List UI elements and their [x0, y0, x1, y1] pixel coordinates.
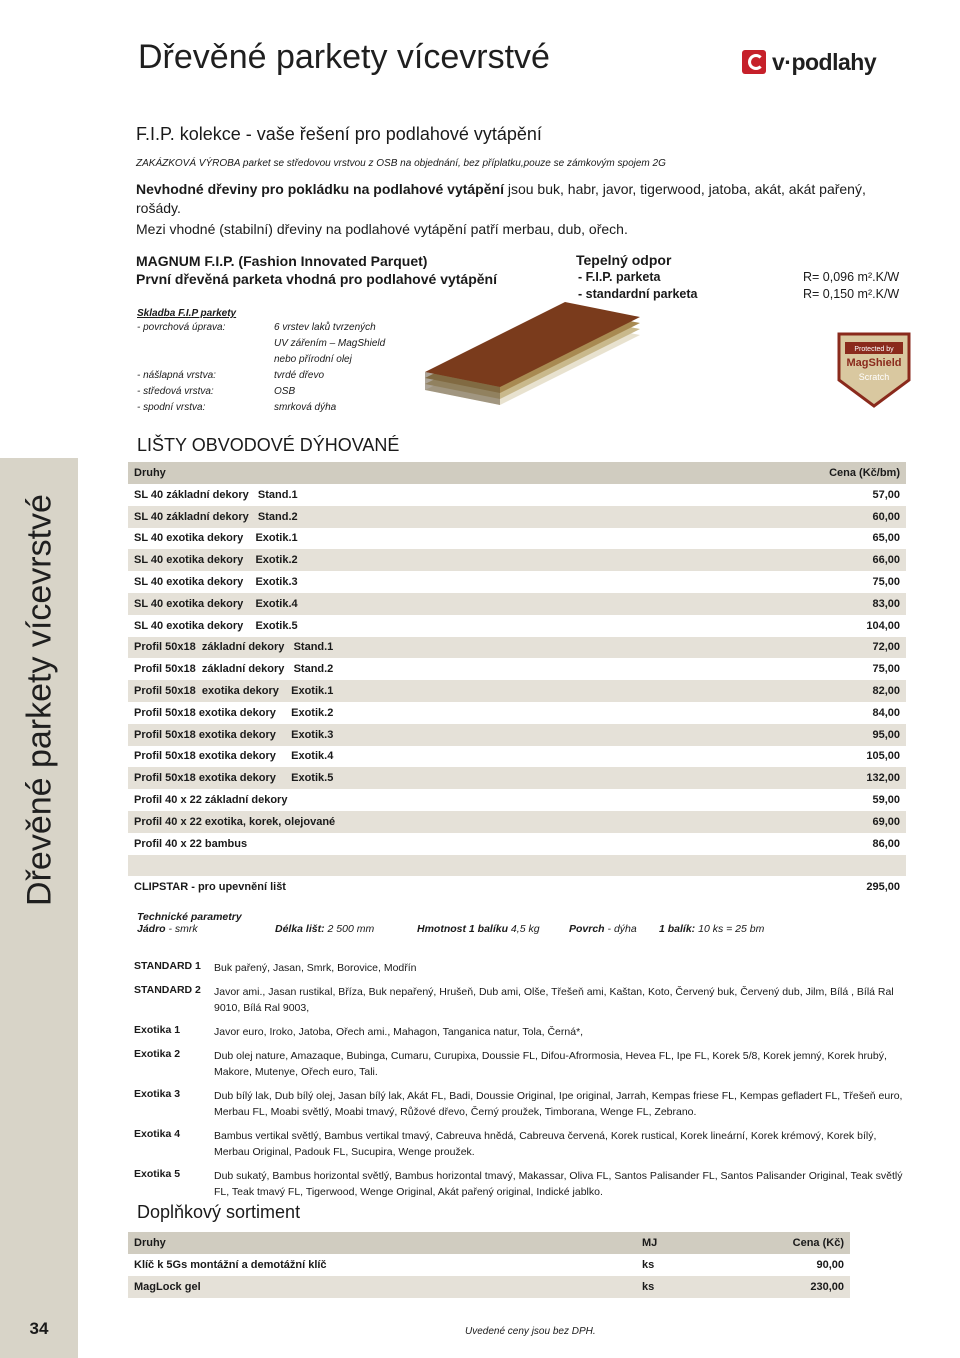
- surface-label: Povrch: [569, 923, 605, 935]
- table-row: [128, 593, 906, 615]
- grade-name: Exotika 1: [134, 1024, 181, 1036]
- grade-row: [134, 1088, 904, 1120]
- grade-woods: Javor ami., Jasan rustikal, Bříza, Buk nepařený, Hrušeň, Dub ami, Olše, Třešeň ami, Kaštan, Koto, Červený buk, Červený dub, Jilm, Bílá , Bílá Ral 9010, Bílá Ral 9003,: [214, 986, 894, 1014]
- tech-title: Technické parametry: [137, 911, 242, 923]
- length-value: 2 500 mm: [324, 923, 375, 935]
- trim-price: 82,00: [688, 680, 906, 702]
- item-name: MagLock gel: [128, 1276, 636, 1298]
- trim-price: 60,00: [688, 506, 906, 528]
- grade-woods: Buk pařený, Jasan, Smrk, Borovice, Modřín: [214, 962, 417, 974]
- magshield-badge: [835, 330, 913, 408]
- grades-list: [134, 960, 904, 1208]
- grade-woods: Dub olej nature, Amazaque, Bubinga, Cumaru, Curupixa, Doussie FL, Difou-Afrormosia, Hevea FL, Ipe FL, Korek 5/8, Korek jemný, Korek hrubý, Makore, Mutenye, Ořech euro, Tali.: [214, 1050, 887, 1078]
- composition-row: [137, 370, 385, 386]
- composition-value: OSB: [274, 386, 296, 397]
- composition-row: [137, 354, 385, 370]
- unsuitable-list: jsou buk, habr, javor, tigerwood, jatoba, akát, akát pařený, rošády.: [136, 181, 866, 216]
- thermal-title: Tepelný odpor: [576, 252, 672, 268]
- trim-name: SL 40 základní dekory Stand.1: [134, 488, 298, 501]
- pack-value: 10 ks = 25 bm: [695, 923, 765, 935]
- table-row: [128, 1276, 850, 1298]
- grade-woods: Dub sukatý, Bambus horizontal světlý, Bambus horizontal tmavý, Makassar, Oliva FL, Santos Palisander FL, Santos Palisander Original, Teak světlý FL, Teak tmavý FL, Tigerwood, Wenge Original, Akát pařený original, Indické jablko.: [214, 1170, 903, 1198]
- composition-label: - spodní vrstva:: [137, 402, 206, 413]
- badge-line2: MagShield: [846, 357, 902, 369]
- trim-price: 72,00: [688, 637, 906, 659]
- logo-mark-icon: [742, 50, 766, 74]
- grade-name: Exotika 4: [134, 1128, 181, 1140]
- composition-value: tvrdé dřevo: [274, 370, 325, 381]
- table-row: [128, 811, 906, 833]
- composition-label: [137, 338, 274, 354]
- trim-name: Profil 50x18 základní dekory Stand.2: [134, 663, 334, 676]
- col-type-header: Druhy: [128, 462, 688, 484]
- thermal-value: R= 0,150 m².K/W: [803, 287, 900, 301]
- trim-name: Profil 50x18 exotika dekory Exotik.5: [128, 767, 688, 789]
- item-price: 90,00: [816, 1258, 844, 1271]
- parquet-layers-image: [415, 300, 645, 420]
- unsuitable-label: Nevhodné dřeviny pro pokládku na podlahové vytápění: [136, 181, 504, 197]
- composition-row: [137, 338, 385, 354]
- badge-line1: Protected by: [854, 346, 894, 353]
- trim-name: SL 40 základní dekory Stand.2: [128, 506, 688, 528]
- logo-text: v·podlahy: [772, 48, 877, 75]
- brand-logo: [742, 47, 876, 77]
- trim-name: [128, 855, 688, 877]
- grade-name: STANDARD 1: [134, 960, 201, 972]
- table-row: [128, 571, 906, 593]
- trims-table: [128, 462, 906, 898]
- page-title: Dřevěné parkety vícevrstvé: [138, 38, 550, 76]
- surface-value: - dýha: [604, 923, 637, 935]
- composition-value: nebo přírodní olej: [274, 354, 352, 365]
- grade-woods: Bambus vertikal světlý, Bambus vertikal tmavý, Cabreuva hnědá, Cabreuva červená, Korek rustical, Korek lineární, Korek krémový, Korek bílý, Merbau Original, Padouk FL, Sucupira, Wenge proužek.: [214, 1130, 877, 1158]
- table-header: [128, 462, 906, 484]
- col-price-header: Cena (Kč): [718, 1232, 850, 1254]
- weight-label: Hmotnost 1 balíku: [417, 923, 509, 935]
- grade-row: [134, 1024, 904, 1040]
- composition-label: - nášlapná vrstva:: [137, 370, 216, 381]
- composition-value: 6 vrstev laků tvrzených: [274, 322, 376, 333]
- trim-price: 59,00: [872, 794, 900, 807]
- trim-name: Profil 50x18 základní dekory Stand.1: [128, 637, 688, 659]
- table-row: [128, 549, 906, 571]
- trim-price: 104,00: [866, 619, 900, 632]
- grade-row: [134, 1128, 904, 1160]
- trim-price: 95,00: [688, 724, 906, 746]
- sidebar-title: Dřevěné parkety vícevrstvé: [20, 494, 59, 906]
- trim-name: SL 40 exotika dekory Exotik.1: [134, 532, 298, 545]
- page-number: 34: [0, 1300, 78, 1358]
- composition-label: - povrchová úprava:: [137, 322, 226, 333]
- grade-row: [134, 984, 904, 1016]
- table-row: [128, 506, 906, 528]
- pack-label: 1 balík:: [659, 923, 696, 935]
- item-name: Klíč k 5Gs montážní a demotážní klíč: [134, 1258, 327, 1271]
- trim-name: Profil 50x18 exotika dekory Exotik.4: [134, 750, 334, 763]
- table-row: [128, 680, 906, 702]
- table-row: [128, 746, 906, 768]
- trim-name: SL 40 exotika dekory Exotik.4: [128, 593, 688, 615]
- composition-row: [137, 322, 385, 338]
- trim-price: 105,00: [866, 750, 900, 763]
- item-price: 230,00: [718, 1276, 850, 1298]
- trim-price: 75,00: [872, 576, 900, 589]
- unsuitable-woods: [136, 180, 896, 218]
- composition-row: [137, 386, 385, 402]
- trim-price: 132,00: [688, 767, 906, 789]
- trim-price: 66,00: [688, 549, 906, 571]
- composition-row: [137, 402, 385, 418]
- trim-name: Profil 50x18 exotika dekory Exotik.3: [128, 724, 688, 746]
- trim-name: SL 40 exotika dekory Exotik.3: [134, 576, 298, 589]
- weight-value: 4,5 kg: [508, 923, 540, 935]
- table-row: [128, 789, 906, 811]
- footer-note: Uvedené ceny jsou bez DPH.: [465, 1326, 596, 1337]
- grade-woods: Dub bílý lak, Dub bílý olej, Jasan bílý lak, Akát FL, Badi, Doussie Original, Ipe original, Jarrah, Kempas friese FL, Kempas gefladert FL, Třešeň euro, Merbau FL, Moabi světlý, Moabi tmavý, Růžové dřevo, Černý proužek, Timborana, Wenge FL, Zebrano.: [214, 1090, 903, 1118]
- col-unit-header: MJ: [636, 1232, 718, 1254]
- intro-note: ZAKÁZKOVÁ VÝROBA parket se středovou vrstvou z OSB na objednání, bez příplatku,pouze se zámkovým spojem 2G: [136, 158, 666, 169]
- composition-value: UV zářením – MagShield: [274, 338, 386, 349]
- table-row: [128, 1254, 850, 1276]
- grade-name: Exotika 3: [134, 1088, 181, 1100]
- trim-name: CLIPSTAR - pro upevnění lišt: [134, 881, 286, 894]
- trim-price: 57,00: [872, 488, 900, 501]
- composition-value: smrková dýha: [274, 402, 337, 413]
- table-row: [128, 528, 906, 550]
- composition-label: [137, 354, 274, 370]
- trim-price: 65,00: [872, 532, 900, 545]
- extras-heading: Doplňkový sortiment: [137, 1202, 301, 1222]
- grade-name: Exotika 2: [134, 1048, 181, 1060]
- extras-table: [128, 1232, 850, 1298]
- composition: [137, 308, 385, 418]
- trim-price: 84,00: [872, 706, 900, 719]
- thermal-value: R= 0,096 m².K/W: [803, 270, 900, 284]
- col-price-header: Cena (Kč/bm): [688, 462, 906, 484]
- trim-name: SL 40 exotika dekory Exotik.5: [134, 619, 298, 632]
- tech-row: [137, 923, 837, 939]
- trim-price: 69,00: [688, 811, 906, 833]
- magnum-title: MAGNUM F.I.P. (Fashion Innovated Parquet): [136, 253, 428, 269]
- table-row: [128, 615, 906, 637]
- grade-row: [134, 960, 904, 976]
- table-row: [128, 658, 906, 680]
- item-unit: ks: [642, 1258, 655, 1271]
- thermal-row: [578, 270, 918, 287]
- col-type-header: Druhy: [128, 1232, 636, 1254]
- thermal-label: - F.I.P. parketa: [578, 270, 661, 284]
- trim-name: Profil 40 x 22 bambus: [134, 837, 248, 850]
- badge-line3: Scratch: [858, 372, 890, 382]
- thermal-label: - standardní parketa: [578, 287, 698, 301]
- item-unit: ks: [636, 1276, 718, 1298]
- trim-name: Profil 40 x 22 exotika, korek, olejované: [128, 811, 688, 833]
- table-row: [128, 767, 906, 789]
- trim-name: SL 40 exotika dekory Exotik.2: [128, 549, 688, 571]
- table-header: [128, 1232, 850, 1254]
- thermal-table: [578, 270, 918, 304]
- trims-heading: LIŠTY OBVODOVÉ DÝHOVANÉ: [137, 435, 400, 455]
- trim-name: Profil 40 x 22 základní dekory: [134, 794, 288, 807]
- magnum-subtitle: První dřevěná parketa vhodná pro podlahové vytápění: [136, 271, 497, 287]
- length-label: Délka lišt:: [275, 923, 325, 935]
- table-row: [128, 724, 906, 746]
- core-value: - smrk: [165, 923, 198, 935]
- trim-price: 295,00: [866, 881, 900, 894]
- trim-price: 75,00: [872, 663, 900, 676]
- intro-heading: F.I.P. kolekce - vaše řešení pro podlahové vytápění: [136, 124, 542, 144]
- table-row: [128, 484, 906, 506]
- trim-name: Profil 50x18 exotika dekory Exotik.1: [128, 680, 688, 702]
- trim-price: 86,00: [872, 837, 900, 850]
- table-row: [128, 876, 906, 898]
- table-row: [128, 855, 906, 877]
- grade-woods: Javor euro, Iroko, Jatoba, Ořech ami., Mahagon, Tanganica natur, Tola, Černá*,: [214, 1026, 584, 1038]
- table-row: [128, 637, 906, 659]
- table-row: [128, 702, 906, 724]
- grade-row: [134, 1048, 904, 1080]
- trim-name: Profil 50x18 exotika dekory Exotik.2: [134, 706, 334, 719]
- trim-price: [688, 855, 906, 877]
- tech-params: [137, 911, 837, 939]
- trim-price: 83,00: [688, 593, 906, 615]
- grade-name: Exotika 5: [134, 1168, 181, 1180]
- suitable-woods: Mezi vhodné (stabilní) dřeviny na podlahové vytápění patří merbau, dub, ořech.: [136, 221, 628, 237]
- grade-name: STANDARD 2: [134, 984, 201, 996]
- composition-label: - středová vrstva:: [137, 386, 214, 397]
- table-row: [128, 833, 906, 855]
- grade-row: [134, 1168, 904, 1200]
- core-label: Jádro: [137, 923, 166, 935]
- composition-title: Skladba F.I.P parkety: [137, 308, 237, 319]
